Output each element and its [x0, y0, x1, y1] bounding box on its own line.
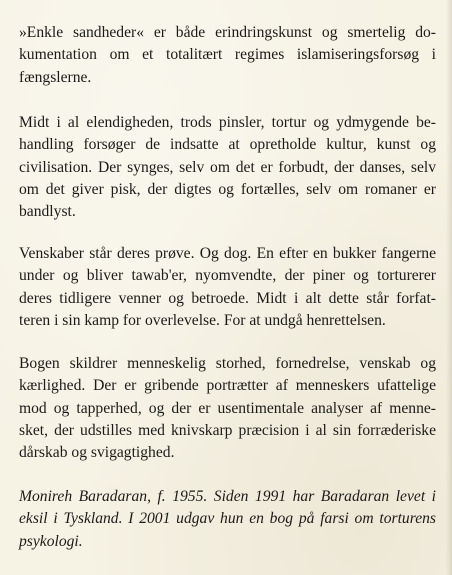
text-line: under og bliver tawab'er, nyomvendte, der piner og torturerer: [19, 267, 436, 285]
paragraph-summary: [19, 353, 436, 464]
text-line: mod og tapperhed, og der er usentimentale analyser af menne-: [19, 399, 436, 417]
text-line: Bogen skildrer menneskelig storhed, fornedrelse, venskab og: [19, 355, 436, 372]
text-line: civilisation. Der synges, selv om det er forbudt, der danses, selv: [19, 158, 436, 176]
paragraph-intro: [19, 22, 436, 89]
page-edge-shadow: [446, 0, 452, 575]
text-line: handling forsøger de indsatte at opretholde kultur, kunst og: [19, 136, 436, 154]
text-line: sket, der udstilles med knivskarp præcision i al sin forræderiske: [19, 421, 436, 439]
text-line: bandlyst.: [19, 203, 76, 221]
text-line: kærlighed. Der er gribende portrætter af menneskers ufattelige: [19, 377, 436, 395]
bio-line: psykologi.: [19, 532, 83, 550]
bio-line: eksil i Tyskland. I 2001 udgav hun en bog på farsi om torturens: [19, 510, 436, 528]
text-line: kumentation om et totalitært regimes islamiseringsforsøg i: [19, 46, 436, 64]
text-line: dårskab og svigagtighed.: [19, 444, 175, 462]
paragraph-friendship: [19, 243, 436, 332]
text-line: om det giver pisk, der digtes og fortælles, selv om romaner er: [19, 180, 436, 198]
text-line: Midt i al elendigheden, trods pinsler, tortur og ydmygende be-: [19, 114, 436, 131]
bio-line: Monireh Baradaran, f. 1955. Siden 1991 har Baradaran levet i: [19, 488, 436, 505]
author-bio: [19, 486, 436, 553]
text-line: »Enkle sandheder« er både erindringskunst og smertelig do-: [19, 24, 436, 41]
text-line: deres tidligere venner og betroede. Midt i alt dette står forfat-: [19, 289, 436, 307]
text-line: fængslerne.: [19, 68, 92, 86]
paragraph-culture: [19, 112, 436, 223]
text-line: Venskaber står deres prøve. Og dog. En efter en bukker fangerne: [19, 245, 436, 262]
text-line: teren i sin kamp for overlevelse. For at undgå henrettelsen.: [19, 311, 386, 329]
